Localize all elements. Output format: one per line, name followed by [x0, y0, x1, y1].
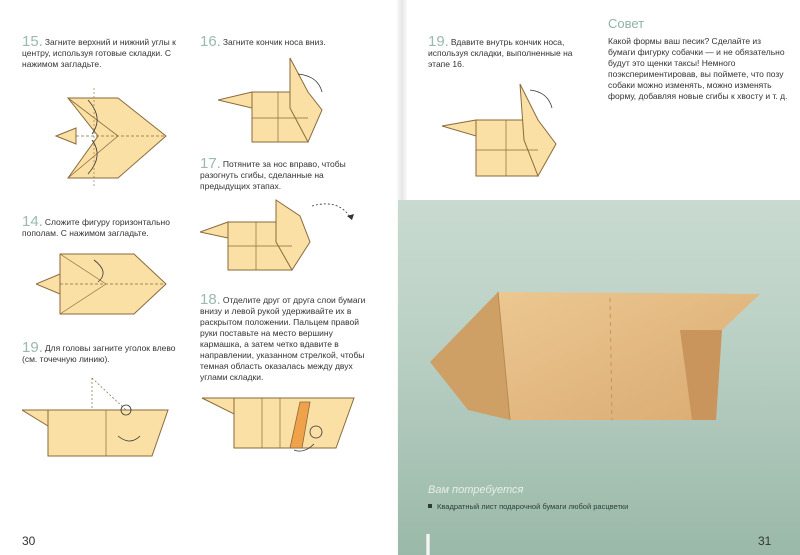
step-14-number: 14.	[22, 213, 43, 230]
step-16-number: 16.	[200, 33, 221, 50]
step-14-diagram	[36, 246, 176, 322]
step-19-left-text: Для головы загните уголок влево (см. точечную линию).	[22, 343, 176, 364]
step-14-text: Сложите фигуру горизонтально пополам. С нажимом загладьте.	[22, 217, 170, 238]
step-17-text: Потяните за нос вправо, чтобы разогнуть сгибы, сделанные на предыдущих этапах.	[200, 159, 346, 191]
step-15	[22, 33, 182, 70]
advice-text: Какой формы ваш песик? Сделайте из бумаги фигурку собачки — и не обязательно будут это щенки таксы! Немного поэкспериментировав, вы поймете, что позу собаки можно изменять, можно изменять форму, добавляя новые сгибы к хвосту и т. д.	[608, 36, 788, 101]
step-16-text: Загните кончик носа вниз.	[222, 37, 326, 47]
page-number-right: 31	[758, 534, 772, 548]
step-15-number: 15.	[22, 33, 43, 50]
step-19-right-number: 19.	[428, 33, 449, 50]
step-18-diagram	[196, 388, 366, 460]
bullet-icon	[428, 504, 432, 508]
step-16-diagram	[218, 52, 338, 150]
step-17-number: 17.	[200, 155, 221, 172]
step-19-left-number: 19.	[22, 339, 43, 356]
step-19-right	[428, 33, 588, 70]
step-15-text: Загните верхний и нижний углы к центру, используя готовые складки. С нажимом загладьте.	[22, 37, 176, 69]
step-19-left	[22, 339, 182, 365]
step-18-text: Отделите друг от друга слои бумаги внизу и левой рукой удерживайте их в раскрытом положении. Пальцем правой руки поставьте на место вершину кармашка, а затем четко вдавите в направлении, указанном стрелкой, чтобы темная область оказалась между двух углами складки.	[200, 295, 366, 382]
bookmark-ribbon	[426, 534, 430, 555]
page-number-left: 30	[22, 534, 36, 548]
needs-title: Вам потребуется	[428, 484, 524, 496]
step-19-left-diagram	[22, 376, 172, 466]
step-17-diagram	[200, 196, 360, 276]
step-15-diagram	[48, 78, 188, 198]
step-18-number: 18.	[200, 291, 221, 308]
advice-title: Совет	[608, 16, 645, 31]
step-19-right-text: Вдавите внутрь кончик носа, используя складки, выполненные на этапе 16.	[428, 37, 573, 69]
origami-dog-photo	[430, 270, 770, 440]
step-17	[200, 155, 350, 192]
needs-item-text: Квадратный лист подарочной бумаги любой расцветки	[437, 502, 629, 511]
needs-item	[428, 502, 628, 511]
step-16	[200, 33, 340, 50]
step-18	[200, 291, 370, 383]
photo-floor	[398, 470, 800, 555]
step-19-right-diagram	[440, 80, 570, 180]
step-14	[22, 213, 182, 239]
